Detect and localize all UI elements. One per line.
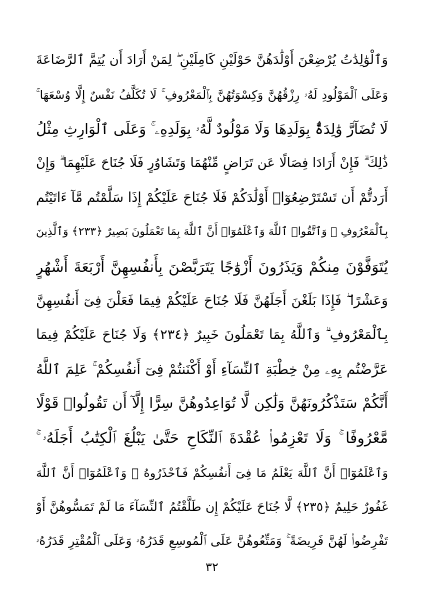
text-line-3: لَا تُضَآرَّ وَٰلِدَةٌۢ بِوَلَدِهَا وَلَا مَوْلُودٌ لَّهُۥ بِوَلَدِهِۦ ۚ وَعَلَى ٱلْوَارِثِ مِثْلُ xyxy=(36,121,388,138)
text-line-2: وَعَلَى ٱلْمَوْلُودِ لَهُۥ رِزْقُهُنَّ وَكِسْوَتُهُنَّ بِٱلْمَعْرُوفِ ۚ لَا تُكَلَّفُ نَفْسٌ إِلَّا وُسْعَهَا ۚ xyxy=(36,88,388,103)
text-line-13: وَٱعْلَمُوٓا۟ أَنَّ ٱللَّهَ يَعْلَمُ مَا فِىٓ أَنفُسِكُمْ فَٱحْذَرُوهُ ۚ وَٱعْلَمُوٓا۟ أَنَّ ٱللَّهَ xyxy=(36,465,388,480)
text-line-11: أَنَّكُمْ سَتَذْكُرُونَهُنَّ وَلَٰكِن لَّا تُوَاعِدُوهُنَّ سِرًّا إِلَّآ أَن تَقُولُوا۟ قَوْلًا xyxy=(36,395,388,412)
text-line-12: مَّعْرُوفًا ۚ وَلَا تَعْزِمُوا۟ عُقْدَةَ ٱلنِّكَاحِ حَتَّىٰ يَبْلُغَ ٱلْكِتَٰبُ أَجَلَهُۥ ۚ xyxy=(36,429,388,448)
text-line-7: يُتَوَفَّوْنَ مِنكُمْ وَيَذَرُونَ أَزْوَٰجًا يَتَرَبَّصْنَ بِأَنفُسِهِنَّ أَرْبَعَةَ أَشْهُرٍ xyxy=(36,257,388,276)
text-line-4: ذَٰلِكَ ۗ فَإِنْ أَرَادَا فِصَالًا عَن تَرَاضٍ مِّنْهُمَا وَتَشَاوُرٍ فَلَا جُنَاحَ عَلَيْهِمَا ۗ وَإِنْ xyxy=(36,155,388,171)
text-line-8: وَعَشْرًا ۖ فَإِذَا بَلَغْنَ أَجَلَهُنَّ فَلَا جُنَاحَ عَلَيْكُمْ فِيمَا فَعَلْنَ فِىٓ أَنفُسِهِنَّ xyxy=(36,293,388,310)
text-line-1: وَٱلْوَٰلِدَٰتُ يُرْضِعْنَ أَوْلَٰدَهُنَّ حَوْلَيْنِ كَامِلَيْنِ ۖ لِمَنْ أَرَادَ أَن يُتِمَّ ٱلرَّضَاعَةَ xyxy=(36,53,388,68)
text-line-9: بِٱلْمَعْرُوفِ ۗ وَٱللَّهُ بِمَا تَعْمَلُونَ خَبِيرٌ ﴿٢٣٤﴾ وَلَا جُنَاحَ عَلَيْكُمْ فِيمَا xyxy=(36,327,388,344)
text-line-14: غَفُورٌ حَلِيمٌ ﴿٢٣٥﴾ لَّا جُنَاحَ عَلَيْكُمْ إِن طَلَّقْتُمُ ٱلنِّسَآءَ مَا لَمْ تَمَسُّوهُنَّ أَوْ xyxy=(36,498,388,514)
text-line-5: أَرَدتُّمْ أَن تَسْتَرْضِعُوٓا۟ أَوْلَٰدَكُمْ فَلَا جُنَاحَ عَلَيْكُمْ إِذَا سَلَّمْتُم مَّآ ءَاتَيْتُم xyxy=(36,190,388,207)
quran-text-block xyxy=(36,44,388,558)
text-line-10: عَرَّضْتُم بِهِۦ مِنْ خِطْبَةِ ٱلنِّسَآءِ أَوْ أَكْنَنتُمْ فِىٓ أَنفُسِكُمْ ۚ عَلِمَ ٱللَّهُ xyxy=(36,361,388,378)
page-number: ٣٢ xyxy=(205,560,219,574)
text-line-15: تَفْرِضُوا۟ لَهُنَّ فَرِيضَةً ۚ وَمَتِّعُوهُنَّ عَلَى ٱلْمُوسِعِ قَدَرُهُۥ وَعَلَى ٱلْمُقْتِرِ قَدَرُهُۥ xyxy=(36,533,388,549)
text-line-6: بِٱلْمَعْرُوفِ ۗ وَٱتَّقُوا۟ ٱللَّهَ وَٱعْلَمُوٓا۟ أَنَّ ٱللَّهَ بِمَا تَعْمَلُونَ بَصِيرٌ ﴿٢٣٣﴾ وَٱلَّذِينَ xyxy=(36,225,388,239)
